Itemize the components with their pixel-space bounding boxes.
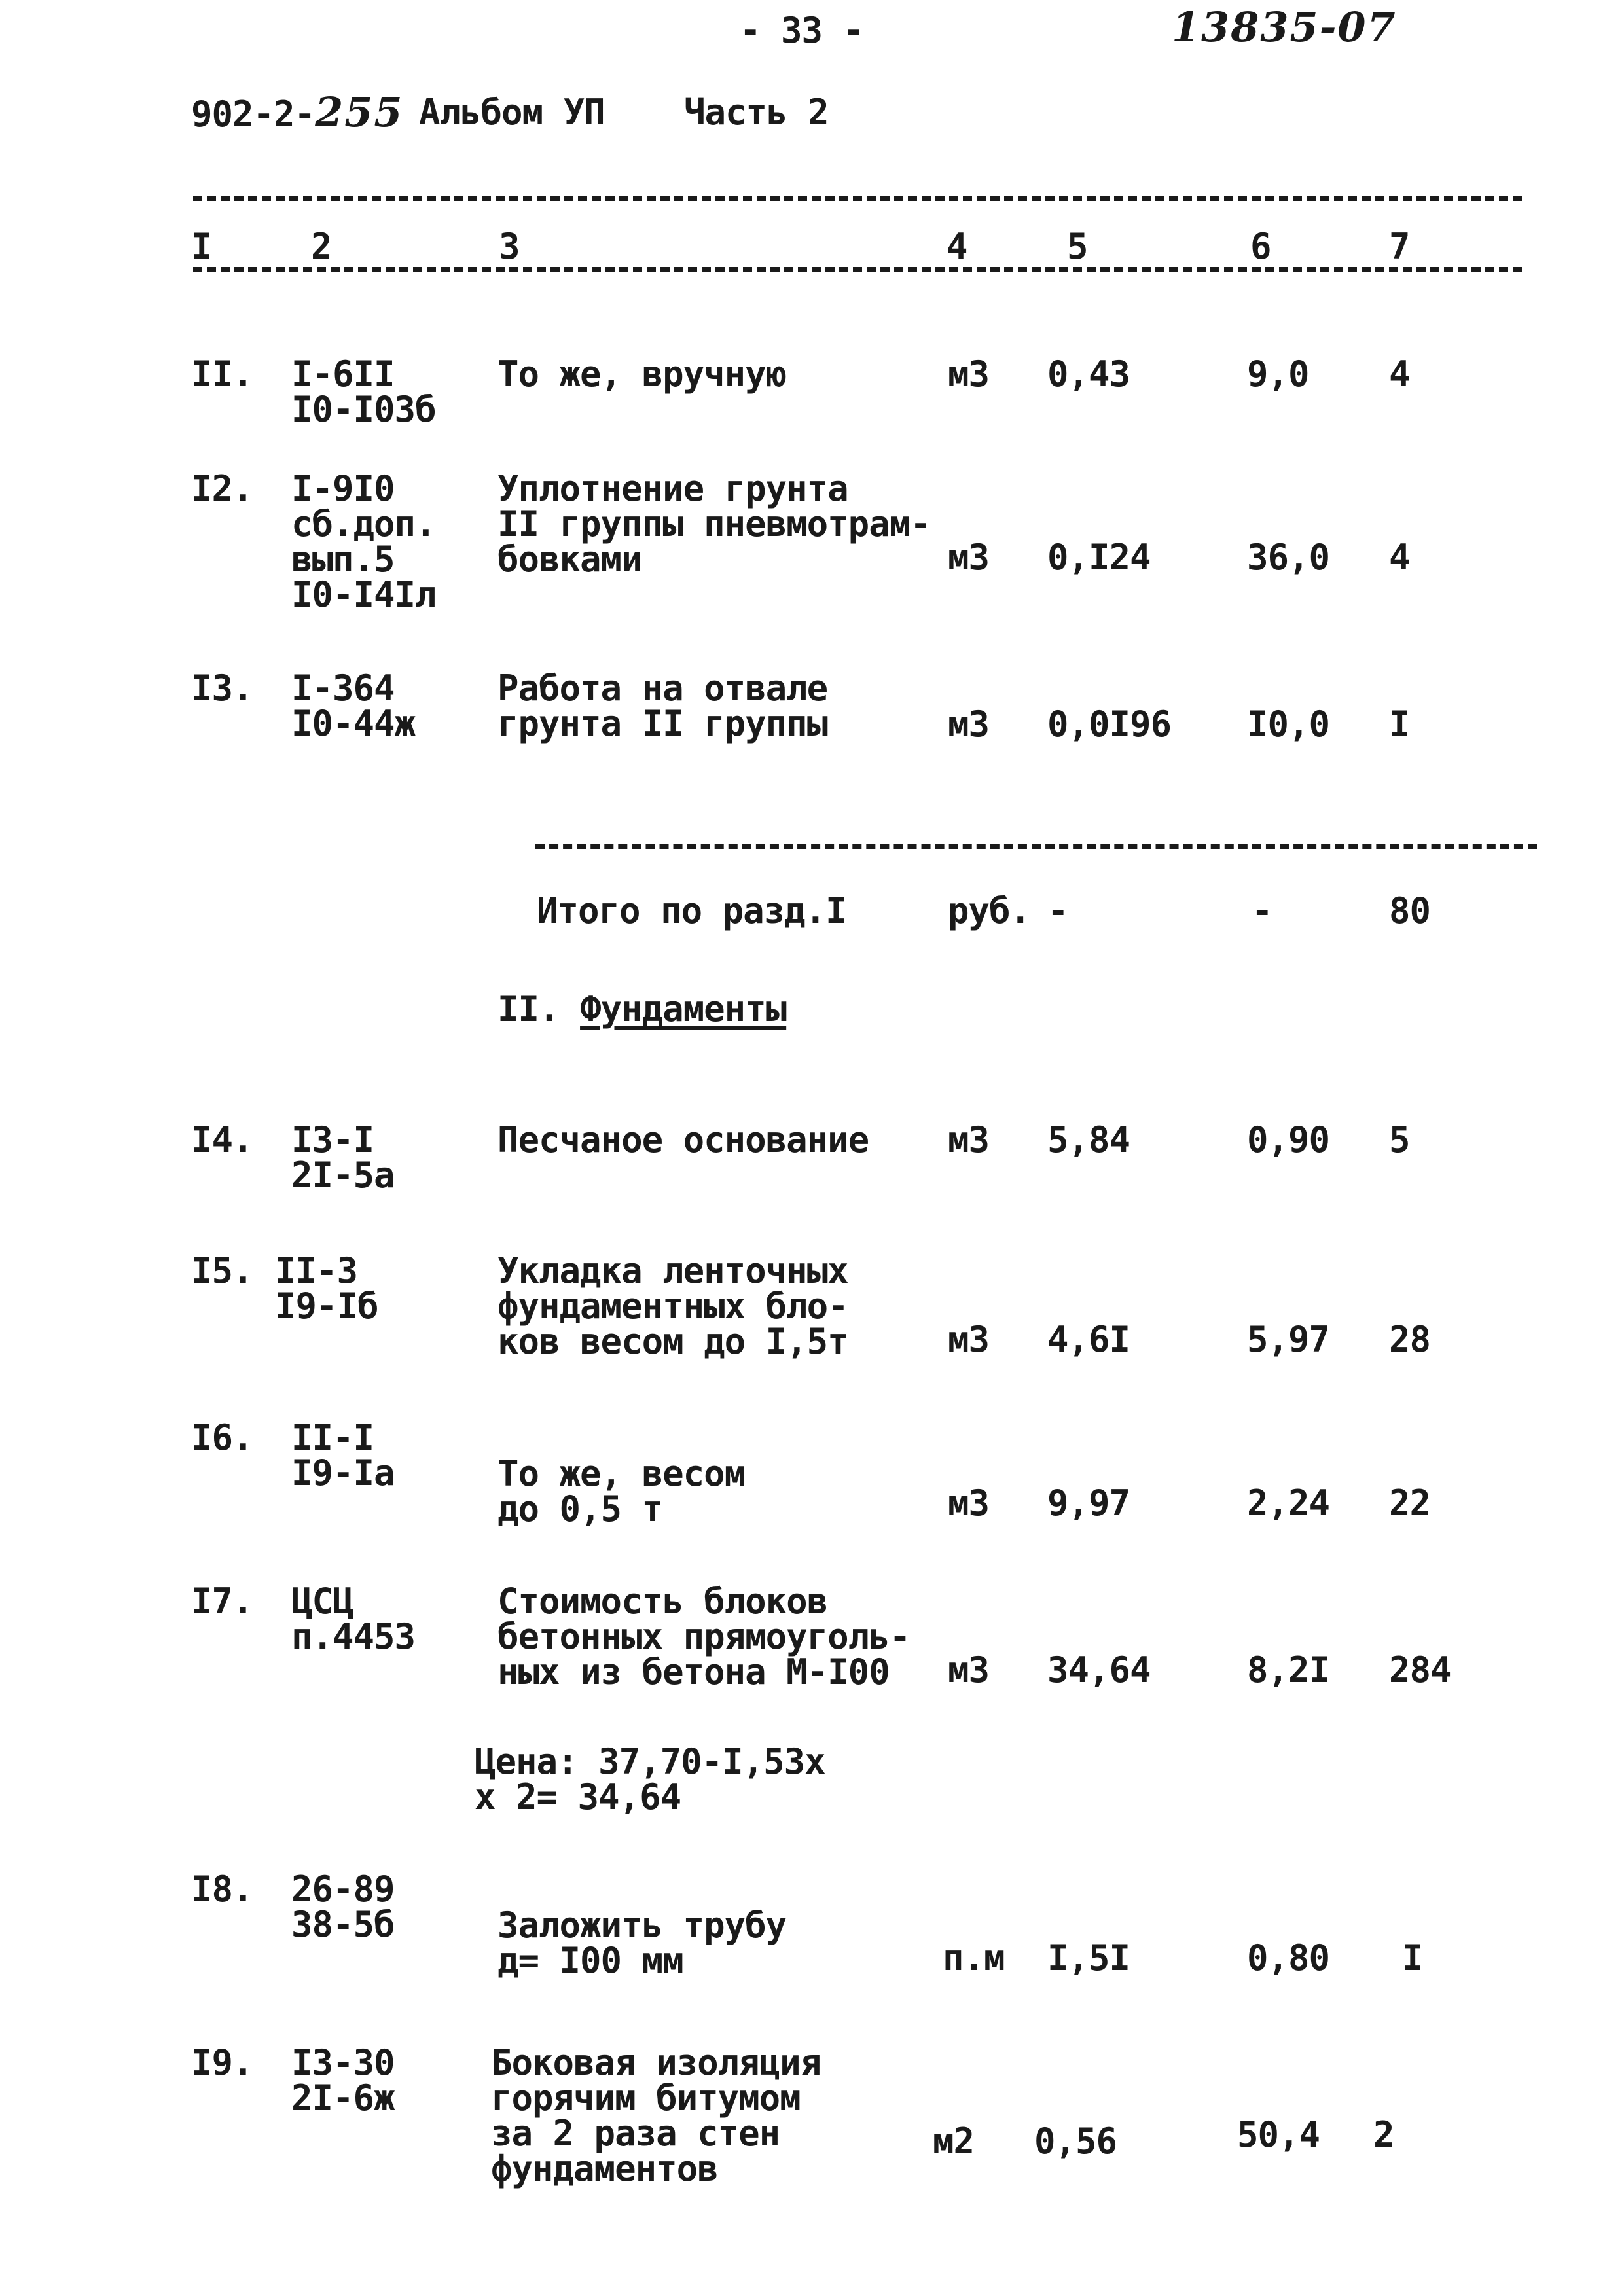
row-number: I2. xyxy=(191,468,253,509)
unit: м3 xyxy=(948,1319,990,1360)
total-cost: 2 xyxy=(1373,2114,1394,2155)
norm-code: I3-I 2I-5а xyxy=(291,1119,395,1196)
price-calculation-note: Цена: 37,70-I,53х х 2= 34,64 xyxy=(475,1741,825,1818)
subtotal-unit: руб. xyxy=(948,890,1031,931)
norm-code: I-9I0 сб.доп. вып.5 I0-I4Iл xyxy=(291,468,436,615)
header-divider-bottom xyxy=(193,267,1522,272)
unit: м3 xyxy=(948,353,990,395)
row-number: I9. xyxy=(191,2042,253,2083)
quantity: 34,64 xyxy=(1047,1649,1151,1691)
work-description: То же, вручную xyxy=(497,353,787,395)
work-description: То же, весом до 0,5 т xyxy=(497,1453,746,1530)
total-cost: 284 xyxy=(1389,1649,1451,1691)
row-number: I6. xyxy=(191,1417,253,1458)
work-description: Стоимость блоков бетонных прямоуголь- ных из бетона М-I00 xyxy=(497,1581,911,1693)
unit-price: 2,24 xyxy=(1247,1482,1330,1524)
unit: м3 xyxy=(948,1119,990,1160)
subtotal-price: - xyxy=(1252,890,1272,931)
unit-price: 36,0 xyxy=(1247,537,1330,578)
unit: м3 xyxy=(948,537,990,578)
subtotal-total: 80 xyxy=(1389,890,1431,931)
norm-code: I-6II I0-I03б xyxy=(291,353,436,430)
total-cost: I xyxy=(1402,1937,1423,1979)
column-number-6: 6 xyxy=(1250,226,1271,267)
part-label: Часть 2 xyxy=(684,92,829,133)
column-number-3: 3 xyxy=(499,226,520,267)
norm-code: II-3 I9-Iб xyxy=(275,1250,378,1327)
quantity: 9,97 xyxy=(1047,1482,1130,1524)
row-number: I8. xyxy=(191,1869,253,1910)
column-number-2: 2 xyxy=(311,226,332,267)
unit-price: 9,0 xyxy=(1247,353,1309,395)
column-number-4: 4 xyxy=(947,226,967,267)
quantity: 0,43 xyxy=(1047,353,1130,395)
work-description: Уплотнение грунта II группы пневмотрам- бовками xyxy=(497,468,931,580)
unit: м3 xyxy=(948,1482,990,1524)
document-stamp: 13835-07 xyxy=(1172,3,1397,51)
section-number: II. xyxy=(497,988,560,1030)
quantity: 0,I24 xyxy=(1047,537,1151,578)
unit-price: 5,97 xyxy=(1247,1319,1330,1360)
work-description: Работа на отвале грунта II группы xyxy=(497,668,828,744)
column-number-1: I xyxy=(191,226,212,267)
document-code-number: 902-2- xyxy=(191,94,316,135)
album-label: Альбом УП xyxy=(419,92,605,133)
subtotal-divider xyxy=(535,844,1537,849)
unit-price: 0,90 xyxy=(1247,1119,1330,1160)
unit-price: 0,80 xyxy=(1247,1937,1330,1979)
quantity: 0,0I96 xyxy=(1047,704,1172,745)
total-cost: 4 xyxy=(1389,537,1410,578)
page-number: - 33 - xyxy=(740,10,864,51)
row-number: I3. xyxy=(191,668,253,709)
work-description: Укладка ленточных фундаментных бло- ков весом до I,5т xyxy=(497,1250,848,1362)
header-divider-top xyxy=(193,196,1522,201)
total-cost: 5 xyxy=(1389,1119,1410,1160)
work-description: Заложить трубу д= I00 мм xyxy=(497,1905,787,1981)
column-number-5: 5 xyxy=(1067,226,1088,267)
row-number: I4. xyxy=(191,1119,253,1160)
total-cost: 28 xyxy=(1389,1319,1431,1360)
quantity: I,5I xyxy=(1047,1937,1130,1979)
unit-price: 8,2I xyxy=(1247,1649,1330,1691)
column-number-7: 7 xyxy=(1389,226,1410,267)
work-description: Боковая изоляция горячим битумом за 2 раза стен фундаментов xyxy=(491,2042,821,2189)
unit: м2 xyxy=(933,2121,975,2162)
unit: п.м xyxy=(943,1937,1005,1979)
quantity: 0,56 xyxy=(1034,2121,1117,2162)
subtotal-quantity: - xyxy=(1047,890,1068,931)
section-title: Фундаменты xyxy=(580,988,787,1030)
unit: м3 xyxy=(948,1649,990,1691)
unit-price: I0,0 xyxy=(1247,704,1330,745)
total-cost: 22 xyxy=(1389,1482,1431,1524)
row-number: I5. xyxy=(191,1250,253,1291)
norm-code: I3-30 2I-6ж xyxy=(291,2042,395,2119)
unit: м3 xyxy=(948,704,990,745)
subtotal-label: Итого по разд.I xyxy=(537,890,846,931)
document-code-handwritten: 255 xyxy=(315,88,404,136)
total-cost: I xyxy=(1389,704,1410,745)
document-code xyxy=(191,88,404,136)
norm-code: I-364 I0-44ж xyxy=(291,668,416,744)
row-number: II. xyxy=(191,353,253,395)
section-heading xyxy=(497,988,787,1030)
work-description: Песчаное основание xyxy=(497,1119,869,1160)
norm-code: 26-89 38-5б xyxy=(291,1869,395,1945)
norm-code: II-I I9-Iа xyxy=(291,1417,395,1494)
quantity: 4,6I xyxy=(1047,1319,1130,1360)
unit-price: 50,4 xyxy=(1237,2114,1320,2155)
quantity: 5,84 xyxy=(1047,1119,1130,1160)
total-cost: 4 xyxy=(1389,353,1410,395)
row-number: I7. xyxy=(191,1581,253,1622)
norm-code: ЦСЦ п.4453 xyxy=(291,1581,416,1657)
